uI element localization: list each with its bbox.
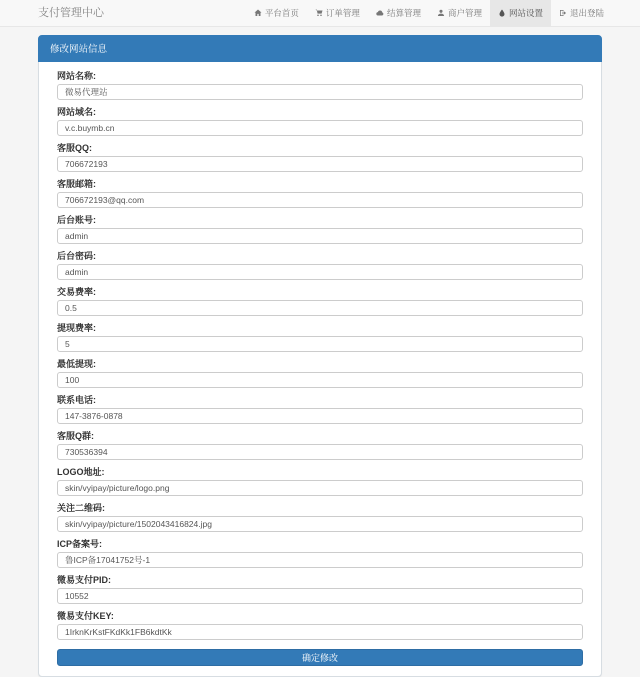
field-label: 网站域名: xyxy=(57,107,96,117)
form-group xyxy=(57,215,583,244)
field-label: 微易支付PID: xyxy=(57,575,112,585)
field-label: 客服QQ: xyxy=(57,143,92,153)
cloud-icon xyxy=(376,9,384,17)
site-info-panel xyxy=(38,35,602,677)
form-group xyxy=(57,503,583,532)
nav-item-user[interactable]: 商户管理 xyxy=(429,0,490,26)
field-label: 后台密码: xyxy=(57,251,96,261)
user-icon xyxy=(437,9,445,17)
field-label: 客服Q群: xyxy=(57,431,94,441)
form-group xyxy=(57,287,583,316)
field-label: 交易费率: xyxy=(57,287,96,297)
nav-item-tint[interactable]: 网站设置 xyxy=(490,0,551,26)
home-icon xyxy=(254,9,262,17)
field-input[interactable] xyxy=(57,264,583,280)
field-label: 关注二维码: xyxy=(57,503,105,513)
form-group xyxy=(57,323,583,352)
panel-title: 修改网站信息 xyxy=(38,35,602,62)
field-input[interactable] xyxy=(57,84,583,100)
field-input[interactable] xyxy=(57,300,583,316)
form-group xyxy=(57,611,583,640)
confirm-modify-button[interactable]: 确定修改 xyxy=(57,649,583,666)
form-group xyxy=(57,251,583,280)
main-nav xyxy=(246,0,612,26)
form-group xyxy=(57,71,583,100)
logout-icon xyxy=(559,9,567,17)
field-input[interactable] xyxy=(57,372,583,388)
nav-item-logout[interactable]: 退出登陆 xyxy=(551,0,612,26)
nav-item-home[interactable]: 平台首页 xyxy=(246,0,307,26)
form-group xyxy=(57,467,583,496)
field-label: 提现费率: xyxy=(57,323,96,333)
field-label: 网站名称: xyxy=(57,71,96,81)
field-input[interactable] xyxy=(57,408,583,424)
field-input[interactable] xyxy=(57,336,583,352)
field-label: 微易支付KEY: xyxy=(57,611,114,621)
field-label: 最低提现: xyxy=(57,359,96,369)
field-input[interactable] xyxy=(57,444,583,460)
nav-item-cloud[interactable]: 结算管理 xyxy=(368,0,429,26)
form-group xyxy=(57,107,583,136)
brand-title: 支付管理中心 xyxy=(38,7,104,19)
field-input[interactable] xyxy=(57,516,583,532)
field-input[interactable] xyxy=(57,624,583,640)
field-label: 后台账号: xyxy=(57,215,96,225)
field-label: 客服邮箱: xyxy=(57,179,96,189)
field-input[interactable] xyxy=(57,192,583,208)
page-container xyxy=(0,27,640,677)
form-group xyxy=(57,539,583,568)
form-group xyxy=(57,431,583,460)
form-group xyxy=(57,143,583,172)
field-input[interactable] xyxy=(57,552,583,568)
tint-icon xyxy=(498,9,506,17)
field-label: ICP备案号: xyxy=(57,539,103,549)
field-input[interactable] xyxy=(57,228,583,244)
site-info-form xyxy=(39,62,601,676)
field-input[interactable] xyxy=(57,120,583,136)
field-input[interactable] xyxy=(57,588,583,604)
form-group xyxy=(57,575,583,604)
field-input[interactable] xyxy=(57,156,583,172)
cart-icon xyxy=(315,9,323,17)
form-group xyxy=(57,179,583,208)
form-group xyxy=(57,359,583,388)
field-label: 联系电话: xyxy=(57,395,96,405)
field-label: LOGO地址: xyxy=(57,467,105,477)
top-navbar xyxy=(0,0,640,27)
field-input[interactable] xyxy=(57,480,583,496)
form-group xyxy=(57,395,583,424)
nav-item-cart[interactable]: 订单管理 xyxy=(307,0,368,26)
